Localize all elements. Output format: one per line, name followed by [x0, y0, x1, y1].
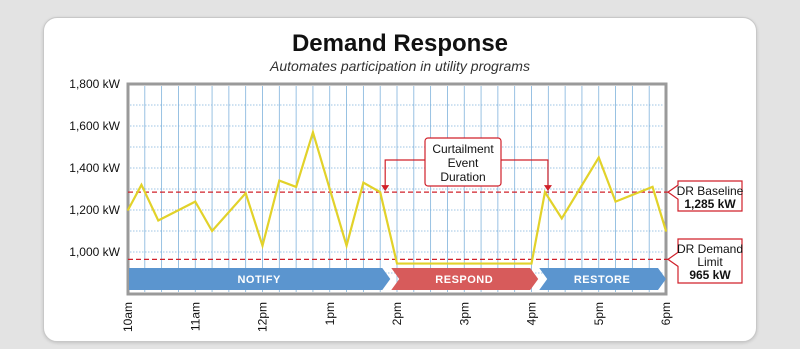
limit-callout-value: 965 kW [689, 268, 731, 282]
chart-subtitle: Automates participation in utility programs [270, 58, 530, 74]
y-tick-label: 1,800 kW [69, 77, 120, 91]
phase-label-respond: RESPOND [435, 274, 494, 286]
data-point [652, 186, 654, 188]
x-tick-label: 1pm [322, 302, 337, 326]
data-point [615, 201, 617, 203]
data-point [194, 201, 196, 203]
data-point [396, 263, 398, 265]
data-point [127, 209, 129, 211]
limit-callout-label: Limit [697, 255, 723, 269]
data-point [665, 230, 667, 232]
x-tick-label: 2pm [390, 302, 404, 326]
baseline-callout-value: 1,285 kW [684, 197, 736, 211]
data-point [346, 245, 348, 247]
data-point [531, 263, 533, 265]
data-point [295, 186, 297, 188]
data-point [544, 191, 546, 193]
y-tick-label: 1,000 kW [69, 245, 120, 259]
data-point [157, 220, 159, 222]
phase-label-notify: NOTIFY [237, 274, 281, 286]
data-point [245, 192, 247, 194]
event-callout-text: Event [447, 156, 479, 170]
x-tick-label: 5pm [591, 302, 606, 326]
data-point [362, 182, 364, 184]
y-tick-label: 1,200 kW [69, 203, 120, 217]
x-tick-label: 12pm [255, 302, 270, 333]
y-tick-label: 1,600 kW [69, 119, 120, 133]
x-tick-label: 11am [188, 302, 203, 332]
data-point [379, 191, 381, 193]
phase-label-restore: RESTORE [573, 274, 631, 286]
event-callout-text: Duration [440, 170, 486, 184]
data-point [211, 230, 213, 232]
data-point [262, 245, 264, 247]
data-point [312, 131, 314, 133]
y-tick-label: 1,400 kW [69, 161, 120, 175]
event-callout-text: Curtailment [432, 142, 494, 156]
baseline-callout-label: DR Baseline [676, 184, 744, 198]
data-point [598, 157, 600, 159]
data-point [278, 180, 280, 182]
data-point [561, 218, 563, 220]
x-tick-label: 3pm [457, 302, 472, 326]
x-tick-label: 4pm [524, 302, 539, 326]
x-tick-label: 6pm [659, 302, 673, 326]
x-tick-label: 10am [121, 302, 135, 333]
data-point [141, 184, 143, 186]
chart-title: Demand Response [291, 30, 509, 57]
limit-callout-label: DR Demand [676, 242, 744, 256]
